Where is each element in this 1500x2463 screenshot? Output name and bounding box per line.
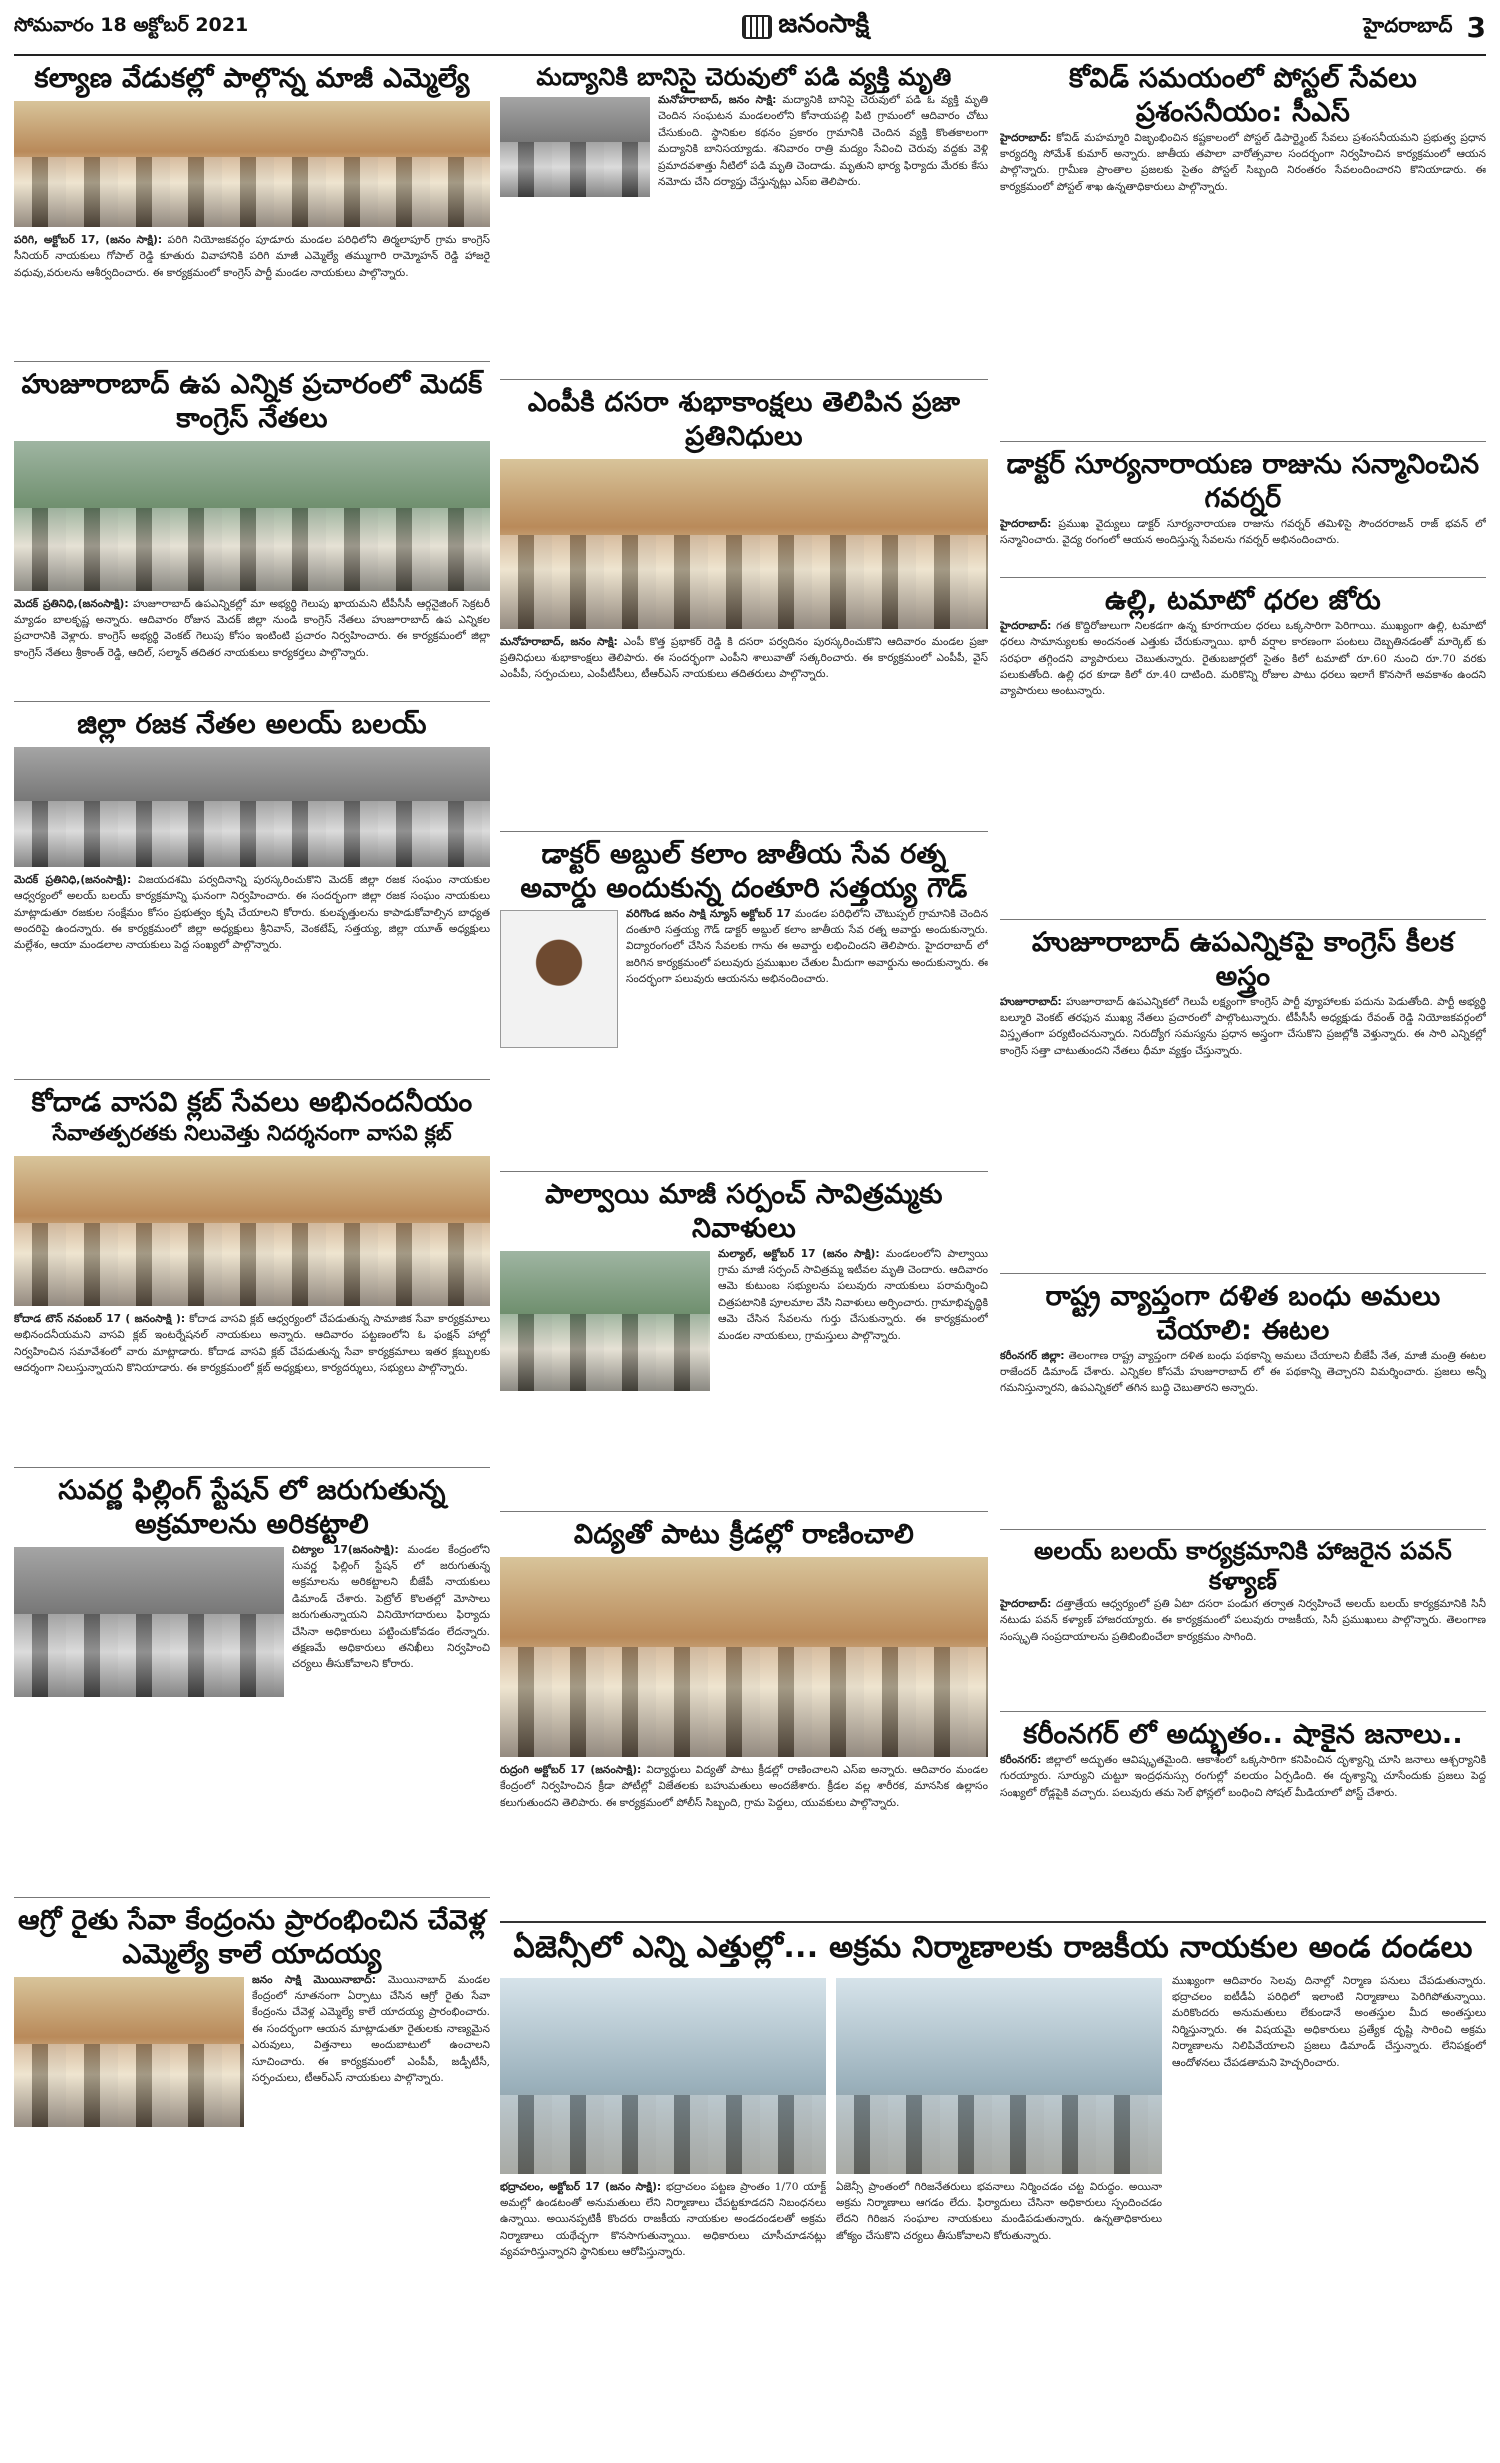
story-headline: హుజూరాబాద్ ఉపఎన్నికపై కాంగ్రెస్ కీలక అస్త్రం [1031, 927, 1455, 992]
story-body [1000, 1596, 1486, 1645]
story-headline: విద్యతో పాటు క్రీడల్లో రాణించాలి [573, 1519, 915, 1550]
story-headline: జిల్లా రజక నేతల అలయ్ బలయ్ [77, 709, 427, 740]
story-photo [500, 1557, 988, 1757]
story-vasavi-club [14, 1086, 490, 1468]
story-byline: భద్రాచలం, అక్టోబర్ 17 (జనం సాక్షి): [500, 2180, 662, 2193]
story-dalitha-bandhu [1000, 1280, 1486, 1530]
page-number: 3 [1466, 10, 1486, 44]
story-text: హుజూరాబాద్ ఉపఎన్నికల్లో మా అభ్యర్థి గెలుపు ఖాయమని టీపీసీసీ ఆర్గనైజింగ్ సెక్రటరీ మ్యాడం బాలకృష్ణ అన్నారు. ఆదివారం రోజున మెదక్ జిల్లా నుండి కాంగ్రెస్ నేతలు హుజూరాబాద్ ఉప ఎన్నికల ప్రచారానికి వెళ్లారు. కాంగ్రెస్ అభ్యర్థి వెంకట్ గెలుపు కోసం ఇంటింటి ప్రచారం నిర్వహించారు. ఈ కార్యక్రమంలో జిల్లా కాంగ్రెస్ నేతలు శ్రీకాంత్ రెడ్డి, ఆదిల్, సల్మాన్ తదితర నాయకులు కార్యకర్తలు పాల్గొన్నారు. [14, 597, 490, 659]
story-headline: కల్యాణ వేడుకల్లో పాల్గొన్న మాజీ ఎమ్మెల్యే [34, 63, 470, 94]
story-headline: డాక్టర్ అబ్దుల్ కలాం జాతీయ సేవ రత్న అవార్డు అందుకున్న దంతూరి సత్తయ్య గౌడ్ [520, 839, 968, 904]
story-huzurabad-congress [1000, 926, 1486, 1274]
portrait-photo [500, 910, 618, 1048]
story-body [500, 634, 988, 683]
story-byline: కోదాడ టౌన్ నవంబర్ 17 ( జనంసాక్షి ): [14, 1312, 186, 1325]
story-governor [1000, 448, 1486, 578]
story-body [1000, 1752, 1486, 1801]
story-karimnagar-wonder [1000, 1718, 1486, 1914]
story-photo [14, 747, 490, 867]
story-text: కోదాడ వాసవి క్లబ్ ఆధ్వర్యంలో చేపడుతున్న సామాజిక సేవా కార్యక్రమాలు అభినందనీయమని వాసవి క్లబ్ ఇంటర్నేషనల్ నాయకులు అన్నారు. ఆదివారం పట్టణంలోని ఓ ఫంక్షన్ హాల్లో నిర్వహించిన సమావేశంలో వారు మాట్లాడారు. కోదాడ వాసవి క్లబ్ చేపడుతున్న సేవా కార్యక్రమాలు ఇతర క్లబ్బులకు ఆదర్శంగా నిలుస్తున్నాయని కొనియాడారు. ఈ కార్యక్రమంలో క్లబ్ అధ్యక్షులు, కార్యదర్శులు, సభ్యులు పాల్గొన్నారు. [14, 1312, 490, 1374]
story-photo [500, 1251, 710, 1391]
story-byline: పరిగి, అక్టోబర్ 17, (జనం సాక్షి): [14, 233, 163, 246]
story-text: ఎంపీ కొత్త ప్రభాకర్ రెడ్డి కి దసరా పర్వదినం పురస్కరించుకొని ఆదివారం మండల ప్రజా ప్రతినిధులు శుభాకాంక్షలు తెలిపారు. ఈ సందర్భంగా ఎంపీని శాలువాతో సత్కరించారు. ఈ కార్యక్రమంలో ఎంపీపీ, వైస్ ఎంపీపీ, సర్పంచులు, ఎంపీటీసీలు, టీఆర్ఎస్ నాయకులు తదితరులు పాల్గొన్నారు. [500, 635, 988, 681]
story-body [500, 1762, 988, 1811]
story-text: భద్రాచలం పట్టణ ప్రాంతం 1/70 యాక్ట్ అమల్లో ఉండటంతో అనుమతులు లేని నిర్మాణాలు చేపట్టకూడదని నిబంధనలు ఉన్నాయి. అయినప్పటికీ కొందరు రాజకీయ నాయకుల అండదండలతో అక్రమ నిర్మాణాలు యథేచ్ఛగా కొనసాగుతున్నాయి. అధికారులు చూసీచూడనట్లు వ్యవహరిస్తున్నారని స్థానికులు ఆరోపిస్తున్నారు. [500, 2180, 826, 2259]
story-byline: హైదరాబాద్: [1000, 131, 1052, 144]
story-agro-center [14, 1904, 490, 2404]
story-byline: హైదరాబాద్: [1000, 1598, 1052, 1610]
story-subheadline: సేవాతత్పరతకు నిలువెత్తు నిదర్శనంగా వాసవి క్లబ్ [52, 1119, 452, 1145]
story-text: మండలంలోని పాల్వాయి గ్రామ మాజీ సర్పంచ్ సావిత్రమ్మ ఇటీవల మృతి చెందారు. ఆదివారం ఆమె కుటుంబ సభ్యులను పలువురు నాయకులు పరామర్శించి చిత్రపటానికి పూలమాల వేసి నివాళులు అర్పించారు. గ్రామాభివృద్ధికి ఆమె చేసిన సేవలను గుర్తు చేసుకున్నారు. ఈ కార్యక్రమంలో మండల నాయకులు, గ్రామస్తులు పాల్గొన్నారు. [718, 1247, 988, 1342]
story-byline: హుజూరాబాద్: [1000, 995, 1062, 1008]
bottom-col-2 [836, 1973, 1162, 2443]
story-filling-station [14, 1474, 490, 1898]
story-headline: కోవిడ్ సమయంలో పోస్టల్ సేవలు ప్రశంసనీయం: సీఎస్ [1068, 63, 1417, 128]
story-byline: వరిగొండ జనం సాక్షి న్యూస్ అక్టోబర్ 17 [626, 907, 791, 920]
story-text: మండల కేంద్రంలోని సువర్ణ ఫిల్లింగ్ స్టేషన్ లో జరుగుతున్న అక్రమాలను అరికట్టాలని బీజేపీ నాయకులు డిమాండ్ చేశారు. పెట్రోల్ కొలతల్లో మోసాలు జరుగుతున్నాయని వినియోగదారులు ఫిర్యాదు చేసినా అధికారులు పట్టించుకోవడం లేదన్నారు. తక్షణమే అధికారులు తనిఖీలు నిర్వహించి చర్యలు తీసుకోవాలని కోరారు. [292, 1543, 490, 1671]
story-headline: ఆగ్రో రైతు సేవా కేంద్రంను ప్రారంభించిన చేవెళ్ల ఎమ్మెల్యే కాలే యాదయ్య [18, 1905, 486, 1970]
masthead [14, 0, 1486, 56]
story-headline: ఉల్లి, టమాటో ధరల జోరు [1104, 585, 1382, 616]
story-headline: మద్యానికి బానిసై చెరువులో పడి వ్యక్తి మృతి [536, 63, 952, 91]
story-palvai-sarpanch [500, 1178, 988, 1512]
story-headline: ఏజెన్సీలో ఎన్ని ఎత్తుల్లో... అక్రమ నిర్మాణాలకు రాజకీయ నాయకుల అండ దండలు [513, 1930, 1473, 1965]
story-mp-dasara [500, 386, 988, 832]
bottom-col-3 [1172, 1973, 1486, 2443]
story-text: తెలంగాణ రాష్ట్ర వ్యాప్తంగా దళిత బంధు పథకాన్ని అమలు చేయాలని బీజేపీ నేత, మాజీ మంత్రి ఈటల రాజేందర్ డిమాండ్ చేశారు. ఎన్నికల కోసమే హుజూరాబాద్ లో ఈ పథకాన్ని తెచ్చారని విమర్శించారు. ప్రజలు అన్నీ గమనిస్తున్నారని, ఉపఎన్నికలో తగిన బుద్ధి చెబుతారని అన్నారు. [1000, 1349, 1486, 1395]
story-photo [14, 1547, 284, 1697]
story-text: దత్తాత్రేయ ఆధ్వర్యంలో ప్రతి ఏటా దసరా పండుగ తర్వాత నిర్వహించే అలయ్ బలయ్ కార్యక్రమానికి సినీ నటుడు పవన్ కళ్యాణ్ హాజరయ్యారు. ఈ కార్యక్రమంలో పలువురు రాజకీయ, సినీ ప్రముఖులు పాల్గొన్నారు. తెలంగాణ సంస్కృతి సంప్రదాయాలను ప్రతిబింబించేలా కార్యక్రమం సాగింది. [1000, 1598, 1486, 1643]
story-drowning [500, 62, 988, 380]
bottom-story-grid [500, 1973, 1486, 2443]
story-text: హుజూరాబాద్ ఉపఎన్నికలో గెలుపే లక్ష్యంగా కాంగ్రెస్ పార్టీ వ్యూహాలకు పదును పెడుతోంది. పార్టీ అభ్యర్థి బల్మూరి వెంకట్ తరఫున ముఖ్య నేతలు ప్రచారంలో పాల్గొంటున్నారు. టీపీసీసీ అధ్యక్షుడు రేవంత్ రెడ్డి నియోజకవర్గంలో విస్తృతంగా పర్యటించనున్నారు. నిరుద్యోగ సమస్యను ప్రధాన అస్త్రంగా చేసుకొని ప్రజల్లోకి వెళ్తున్నారు. ఈ సారి ఎన్నికల్లో కాంగ్రెస్ సత్తా చాటుతుందని నేతలు ధీమా వ్యక్తం చేస్తున్నారు. [1000, 995, 1486, 1057]
story-byline: రుద్రంగి అక్టోబర్ 17 (జనంసాక్షి): [500, 1763, 642, 1776]
story-byline: చిట్యాల 17(జనంసాక్షి): [292, 1543, 399, 1556]
story-byline: కరీంనగర్ జిల్లా: [1000, 1349, 1065, 1362]
story-byline: మనోహరాబాద్, జనం సాక్షి: [500, 635, 618, 648]
story-byline: మెదక్ ప్రతినిధి,(జనంసాక్షి): [14, 873, 132, 886]
story-photo [14, 1156, 490, 1306]
logo-icon [742, 15, 772, 39]
story-photo [500, 97, 650, 197]
masthead-right [1363, 11, 1486, 44]
story-text: విద్యార్థులు విద్యతో పాటు క్రీడల్లో రాణించాలని ఎస్ఐ అన్నారు. ఆదివారం మండల కేంద్రంలో నిర్వహించిన క్రీడా పోటీల్లో విజేతలకు బహుమతులు అందజేశారు. క్రీడల వల్ల శారీరక, మానసిక ఉల్లాసం కలుగుతుందని తెలిపారు. ఈ కార్యక్రమంలో పోలీస్ సిబ్బంది, గ్రామ పెద్దలు, యువకులు పాల్గొన్నారు. [500, 1763, 988, 1809]
column-left [14, 62, 490, 2451]
story-body [14, 872, 490, 954]
story-text: జిల్లాలో అద్భుతం ఆవిష్కృతమైంది. ఆకాశంలో ఒక్కసారిగా కనిపించిన దృశ్యాన్ని చూసి జనాలు ఆశ్చర్యానికి గురయ్యారు. సూర్యుని చుట్టూ ఇంద్రధనుస్సు రంగుల్లో వలయం ఏర్పడింది. ఈ దృశ్యాన్ని చూసేందుకు ప్రజలు పెద్ద సంఖ్యలో రోడ్లపైకి వచ్చారు. పలువురు తమ సెల్ ఫోన్లలో బంధించి సోషల్ మీడియాలో పోస్ట్ చేశారు. [1000, 1753, 1486, 1799]
story-rajaka-alai-balai [14, 708, 490, 1080]
paper-name: జనంసాక్షి [778, 9, 870, 39]
story-body [14, 232, 490, 281]
story-sports [500, 1518, 988, 1914]
story-photo [14, 1977, 244, 2127]
story-body [1000, 516, 1486, 549]
construction-photo-2 [836, 1978, 1162, 2174]
story-text: మొయినాబాద్ మండల కేంద్రంలో నూతనంగా ఏర్పాటు చేసిన ఆగ్రో రైతు సేవా కేంద్రంను చేవెళ్ల ఎమ్మెల్యే కాలే యాదయ్య ప్రారంభించారు. ఈ సందర్భంగా ఆయన మాట్లాడుతూ రైతులకు నాణ్యమైన ఎరువులు, విత్తనాలు అందుబాటులో ఉంచాలని సూచించారు. ఈ కార్యక్రమంలో ఎంపీపీ, జడ్పీటీసీ, సర్పంచులు, టీఆర్ఎస్ నాయకులు పాల్గొన్నారు. [252, 1973, 490, 2084]
city: హైదరాబాద్ [1363, 12, 1453, 37]
story-byline: మల్యాల్, అక్టోబర్ 17 (జనం సాక్షి): [718, 1247, 880, 1260]
story-body-mid: ఏజెన్సీ ప్రాంతంలో గిరిజనేతరులు భవనాలు నిర్మించడం చట్ట విరుద్ధం. అయినా అక్రమ నిర్మాణాలు ఆగడం లేదు. ఫిర్యాదులు చేసినా అధికారులు స్పందించడం లేదని గిరిజన సంఘాల నాయకులు మండిపడుతున్నారు. ఉన్నతాధికారులు జోక్యం చేసుకొని చర్యలు తీసుకోవాలని కోరుతున్నారు. [836, 2180, 1162, 2242]
story-wedding [14, 62, 490, 362]
story-headline: అలయ్ బలయ్ కార్యక్రమానికి హాజరైన పవన్ కళ్యాణ్ [1034, 1537, 1452, 1595]
construction-photo [500, 1978, 826, 2174]
story-body-right: ముఖ్యంగా ఆదివారం సెలవు దినాల్లో నిర్మాణ పనులు చేపడుతున్నారు. భద్రాచలం ఐటీడీఏ పరిధిలో ఇలాంటి నిర్మాణాలు పెరిగిపోతున్నాయి. మరికొందరు అనుమతులు లేకుండానే అంతస్తుల మీద అంతస్తులు నిర్మిస్తున్నారు. ఈ విషయమై అధికారులు ప్రత్యేక దృష్టి సారించి అక్రమ నిర్మాణాలను నిలిపివేయాలని ప్రజలు డిమాండ్ చేస్తున్నారు. లేనిపక్షంలో ఆందోళనలు చేపడతామని హెచ్చరించారు. [1172, 1974, 1486, 2069]
story-postal [1000, 62, 1486, 442]
story-byline: జనం సాక్షి మొయినాబాద్: [252, 1973, 376, 1986]
story-byline: హైదరాబాద్: [1000, 517, 1052, 530]
story-medak-congress [14, 368, 490, 702]
story-kalam-award [500, 838, 988, 1172]
story-headline: డాక్టర్ సూర్యనారాయణ రాజును సన్మానించిన గవర్నర్ [1006, 449, 1480, 514]
story-headline: సువర్ణ ఫిల్లింగ్ స్టేషన్ లో జరుగుతున్న అక్రమాలను అరికట్టాలి [58, 1475, 446, 1540]
paper-logo [742, 9, 869, 45]
story-text: ప్రముఖ వైద్యులు డాక్టర్ సూర్యనారాయణ రాజును గవర్నర్ తమిళిసై సౌందరరాజన్ రాజ్ భవన్ లో సన్మానించారు. వైద్య రంగంలో ఆయన అందిస్తున్న సేవలను గవర్నర్ అభినందించారు. [1000, 517, 1486, 546]
bottom-col-1 [500, 1973, 826, 2443]
story-text: కోవిడ్ మహమ్మారి విజృంభించిన కష్టకాలంలో పోస్టల్ డిపార్ట్మెంట్ సేవలు ప్రశంసనీయమని ప్రభుత్వ ప్రధాన కార్యదర్శి సోమేశ్ కుమార్ అన్నారు. జాతీయ తపాలా వారోత్సవాల సందర్భంగా నిర్వహించిన కార్యక్రమంలో ఆయన పాల్గొన్నారు. గ్రామీణ ప్రాంతాల ప్రజలకు సైతం పోస్టల్ సిబ్బంది నిరంతరం సేవలందించారని కొనియాడారు. ఈ కార్యక్రమంలో పోస్టల్ శాఖ ఉన్నతాధికారులు పాల్గొన్నారు. [1000, 131, 1486, 193]
story-text: విజయదశమి పర్వదినాన్ని పురస్కరించుకొని మెదక్ జిల్లా రజక సంఘం నాయకుల ఆధ్వర్యంలో అలయ్ బలయ్ కార్యక్రమాన్ని ఘనంగా నిర్వహించారు. ఈ సందర్భంగా జిల్లా రజక సంఘం నాయకులు మాట్లాడుతూ రజకుల సంక్షేమం కోసం ప్రభుత్వం కృషి చేయాలని కోరారు. కులవృత్తులను కాపాడుకోవాల్సిన బాధ్యత అందరిపై ఉందన్నారు. ఈ కార్యక్రమంలో జిల్లా అధ్యక్షులు శ్రీనివాస్, వెంకటేష్, సత్తయ్య, జిల్లా యూత్ అధ్యక్షులు మల్లేశం, ఆయా మండలాల నాయకులు పెద్ద సంఖ్యలో పాల్గొన్నారు. [14, 873, 490, 952]
story-headline: పాల్వాయి మాజీ సర్పంచ్ సావిత్రమ్మకు నివాళులు [545, 1179, 943, 1244]
story-onion-tomato [1000, 584, 1486, 920]
story-agency-illegal-constructions [500, 1921, 1486, 2451]
story-body [14, 1311, 490, 1377]
story-byline: మెదక్ ప్రతినిధి,(జనంసాక్షి): [14, 597, 129, 610]
story-text: మద్యానికి బానిసై చెరువులో పడి ఓ వ్యక్తి మృతి చెందిన సంఘటన మండలంలోని కోనాయపల్లి పిటి గ్రామంలో ఆదివారం చోటు చేసుకుంది. స్థానికుల కథనం ప్రకారం గ్రామానికి చెందిన వ్యక్తి కొంతకాలంగా మద్యానికి బానిసయ్యాడు. శనివారం రాత్రి మద్యం సేవించి చెరువు వద్దకు వెళ్లి ప్రమాదవశాత్తు నీటిలో పడి మృతి చెందాడు. మృతుని భార్య ఫిర్యాదు మేరకు కేసు నమోదు చేసి దర్యాప్తు చేస్తున్నట్లు ఎస్ఐ తెలిపారు. [658, 94, 988, 189]
story-byline: హైదరాబాద్: [1000, 619, 1052, 632]
story-byline: కరీంనగర్: [1000, 1753, 1042, 1766]
story-body [14, 596, 490, 662]
story-text: పరిగి నియోజకవర్గం పూడూరు మండల పరిధిలోని తిర్మలాపూర్ గ్రామ కాంగ్రెస్ సీనియర్ నాయకులు గోపాల్ రెడ్డి కూతురు వివాహానికి పరిగి మాజీ ఎమ్మెల్యే తమ్ముగారి రామ్మోహన్ రెడ్డి హాజరై వధువు,వరులను ఆశీర్వదించారు. ఈ కార్యక్రమంలో కాంగ్రెస్ పార్టీ మండల నాయకులు పాల్గొన్నారు. [14, 233, 490, 279]
story-body [500, 2179, 826, 2439]
story-photo [14, 101, 490, 227]
story-body [1000, 1348, 1486, 1397]
story-headline: కరీంనగర్ లో అద్భుతం.. షాకైన జనాలు.. [1023, 1719, 1463, 1750]
story-headline: హుజూరాబాద్ ఉప ఎన్నిక ప్రచారంలో మెదక్ కాంగ్రెస్ నేతలు [21, 369, 483, 434]
story-body [1000, 994, 1486, 1060]
story-headline: రాష్ట్ర వ్యాప్తంగా దళిత బంధు అమలు చేయాలి: ఈటల [1045, 1281, 1441, 1346]
story-body [1000, 618, 1486, 700]
issue-date: సోమవారం 18 అక్టోబర్ 2021 [14, 13, 249, 36]
story-photo [500, 459, 988, 629]
story-photo [14, 441, 490, 591]
story-headline: కోదాడ వాసవి క్లబ్ సేవలు అభినందనీయం [31, 1087, 473, 1118]
column-middle [500, 62, 988, 1933]
story-alai-balai-pawan [1000, 1536, 1486, 1712]
story-byline: మనోహరాబాద్, జనం సాక్షి: [658, 94, 777, 106]
story-headline: ఎంపీకి దసరా శుభాకాంక్షలు తెలిపిన ప్రజా ప్రతినిధులు [527, 387, 961, 452]
story-text: గత కొద్దిరోజులుగా నిలకడగా ఉన్న కూరగాయల ధరలు ఒక్కసారిగా పెరిగాయి. ముఖ్యంగా ఉల్లి, టమాటో ధరలు సామాన్యులకు అందనంత ఎత్తుకు చేరుకున్నాయి. భారీ వర్షాల కారణంగా పంటలు దెబ్బతినడంతో మార్కెట్ కు సరఫరా తగ్గిందని వ్యాపారులు చెబుతున్నారు. రైతుబజార్లలో సైతం కిలో టమాటో రూ.60 నుంచి రూ.70 వరకు పలుకుతోంది. ఉల్లి ధర కూడా కిలో రూ.40 దాటింది. మరికొన్ని రోజుల పాటు ధరలు ఇలాగే కొనసాగే అవకాశం ఉందని వ్యాపారులు అంటున్నారు. [1000, 619, 1486, 698]
story-text: మండల పరిధిలోని చౌటుప్పల్ గ్రామానికి చెందిన దంతూరి సత్తయ్య గౌడ్ డాక్టర్ అబ్దుల్ కలాం జాతీయ సేవ రత్న అవార్డు అందుకున్నారు. విద్యారంగంలో చేసిన సేవలకు గాను ఈ అవార్డు లభించిందని తెలిపారు. హైదరాబాద్ లో జరిగిన కార్యక్రమంలో పలువురు ప్రముఖుల చేతుల మీదుగా అవార్డును అందుకున్నారు. ఈ సందర్భంగా పలువురు ఆయనను అభినందించారు. [626, 907, 988, 986]
column-right [1000, 62, 1486, 1933]
story-body [1000, 130, 1486, 196]
